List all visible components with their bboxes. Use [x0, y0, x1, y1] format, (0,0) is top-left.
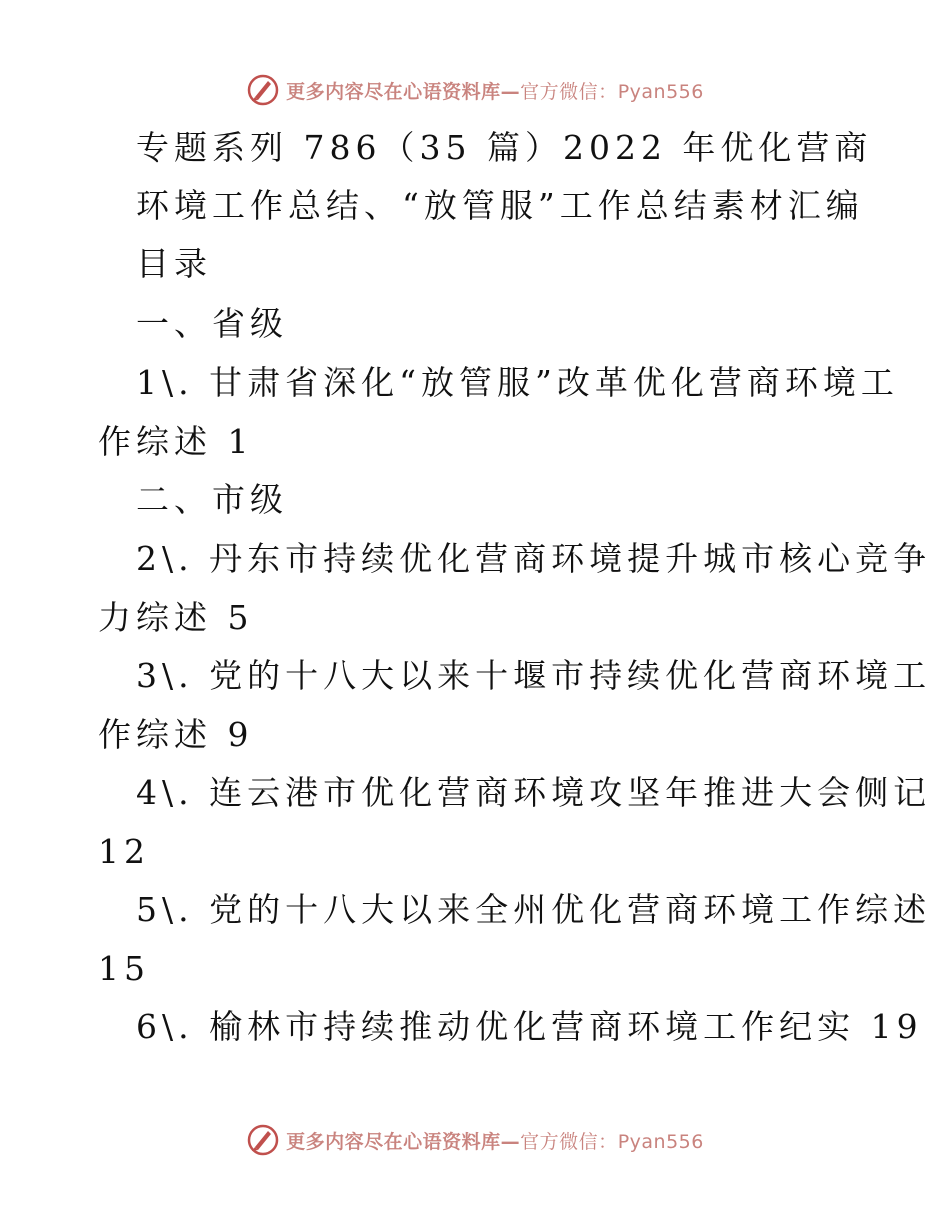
footer-watermark: [0, 1120, 950, 1160]
document-title-line-2: 环境工作总结、“放管服”工作总结素材汇编: [136, 186, 864, 225]
toc-heading: 目录: [136, 244, 212, 283]
toc-item-1-cont: 作综述 1: [98, 422, 254, 461]
toc-item-3: 3\. 党的十八大以来十堰市持续优化营商环境工: [136, 656, 932, 695]
watermark-text: 更多内容尽在心语资料库—官方微信：Pyan556: [286, 80, 704, 103]
toc-item-1: 1\. 甘肃省深化“放管服”改革优化营商环境工: [136, 363, 899, 402]
toc-item-5-cont: 15: [98, 949, 150, 988]
toc-item-3-cont: 作综述 9: [98, 715, 254, 754]
toc-item-4: 4\. 连云港市优化营商环境攻坚年推进大会侧记: [136, 773, 932, 812]
header-watermark: [0, 70, 950, 110]
toc-item-6: 6\. 榆林市持续推动优化营商环境工作纪实 19: [136, 1007, 923, 1046]
toc-item-2-cont: 力综述 5: [98, 598, 254, 637]
toc-section-provincial: 一、省级: [136, 304, 288, 343]
toc-item-4-cont: 12: [98, 832, 150, 871]
quill-seal-icon: [246, 73, 280, 107]
toc-section-municipal: 二、市级: [136, 480, 288, 519]
watermark-text: 更多内容尽在心语资料库—官方微信：Pyan556: [286, 1130, 704, 1153]
toc-item-5: 5\. 党的十八大以来全州优化营商环境工作综述: [136, 890, 932, 929]
quill-seal-icon: [246, 1123, 280, 1157]
toc-item-2: 2\. 丹东市持续优化营商环境提升城市核心竞争: [136, 539, 932, 578]
document-title-line-1: 专题系列 786（35 篇）2022 年优化营商: [136, 128, 873, 167]
